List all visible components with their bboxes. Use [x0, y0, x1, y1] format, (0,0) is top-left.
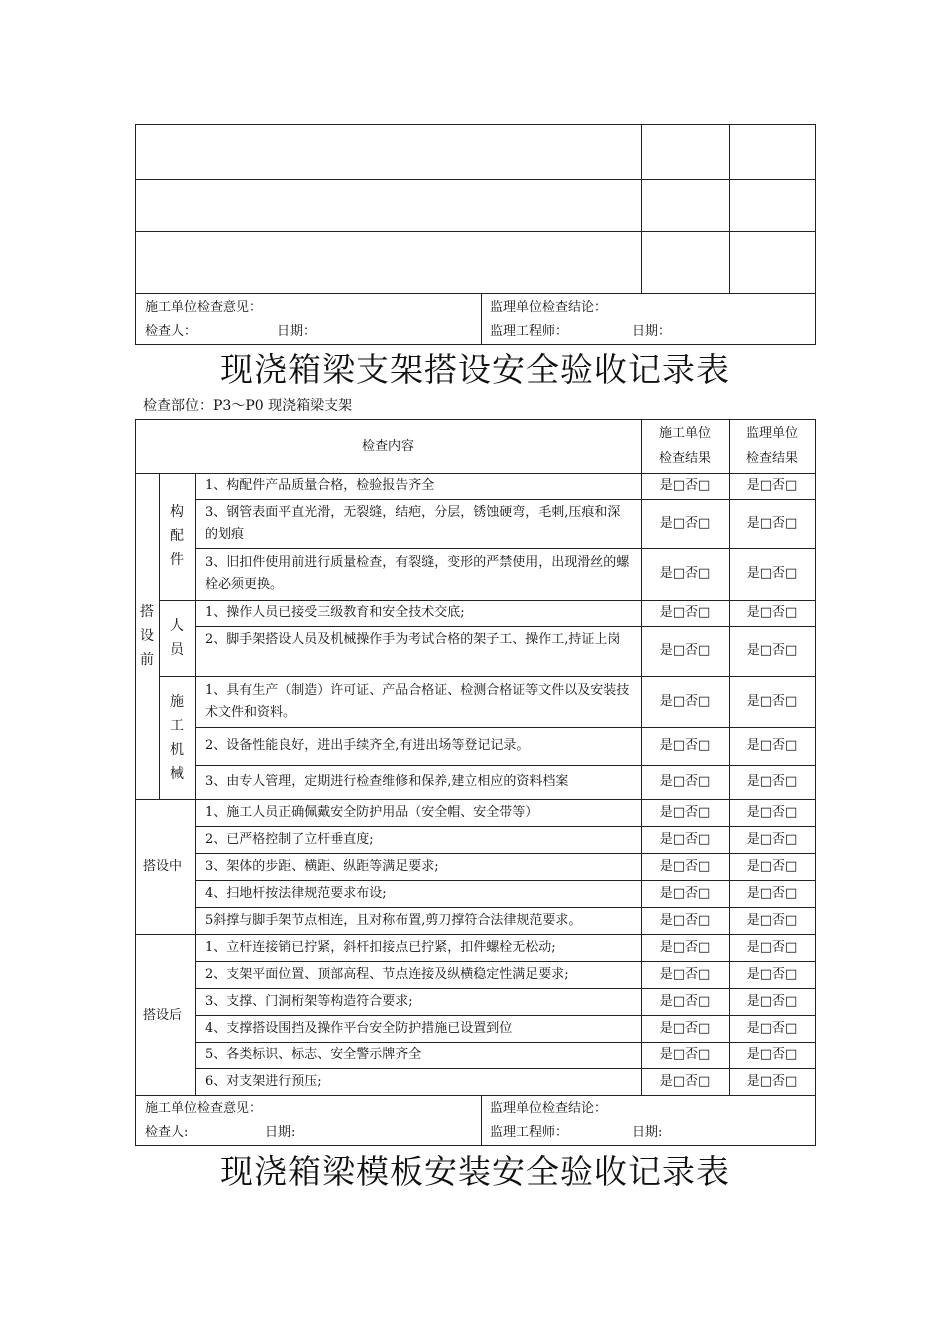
group-personnel [167, 614, 187, 662]
row-item-text: 1、立杆连接销已拧紧，斜杆扣接点已拧紧，扣件螺栓无松动; [205, 939, 556, 955]
contractor-result-checkbox[interactable]: 是□否□ [659, 939, 711, 955]
supervisor-result-checkbox[interactable]: 是□否□ [746, 831, 798, 847]
row-item-text: 3、架体的步距、横距、纵距等满足要求; [205, 858, 439, 874]
stage-after: 搭设后 [143, 1008, 183, 1023]
supervisor-result-checkbox[interactable]: 是□否□ [746, 912, 798, 928]
row-item-text: 1、施工人员正确佩戴安全防护用品（安全帽、安全带等） [205, 804, 539, 820]
header-content: 检查内容 [361, 439, 414, 454]
supervisor-result-checkbox[interactable]: 是□否□ [746, 643, 798, 658]
contractor-result-checkbox[interactable]: 是□否□ [659, 566, 711, 581]
top-supervisor-engineer-label: 监理工程师： [490, 324, 569, 339]
contractor-result-checkbox[interactable]: 是□否□ [659, 1073, 711, 1089]
row-item-text: 5斜撑与脚手架节点相连，且对称布置,剪刀撑符合法律规范要求。 [205, 912, 582, 928]
row-item-text: 2、支架平面位置、顶部高程、节点连接及纵横稳定性满足要求; [205, 966, 569, 982]
row-item-text: 5、各类标识、标志、安全警示牌齐全 [205, 1047, 422, 1062]
contractor-result-checkbox[interactable]: 是□否□ [659, 966, 711, 982]
row-item-text: 3、旧扣件使用前进行质量检查，有裂缝，变形的严禁使用，出现滑丝的螺栓必须更换。 [205, 555, 630, 592]
contractor-result-checkbox[interactable]: 是□否□ [659, 1047, 711, 1062]
bottom-contractor-opinion-label: 施工单位检查意见： [145, 1101, 263, 1116]
header-supervisor-l2: 检查结果 [745, 451, 798, 466]
header-supervisor-l1: 监理单位 [745, 426, 798, 441]
supervisor-result-checkbox[interactable]: 是□否□ [746, 515, 798, 531]
row-item-text: 3、支撑、门洞桁架等构造符合要求; [205, 993, 413, 1009]
contractor-result-checkbox[interactable]: 是□否□ [659, 993, 711, 1009]
bottom-supervisor-engineer-label: 监理工程师： [490, 1125, 569, 1140]
contractor-result-checkbox[interactable]: 是□否□ [659, 643, 711, 658]
row-item-text: 3、钢管表面平直光滑，无裂缝，结疤，分层，锈蚀硬弯，毛刺,压痕和深的划痕 [205, 504, 621, 542]
contractor-result-checkbox[interactable]: 是□否□ [659, 885, 711, 901]
row-item-text: 6、对支架进行预压; [205, 1073, 322, 1089]
group-machinery-text: 施工机械 [170, 694, 184, 782]
top-supervisor-date-label: 日期： [632, 324, 672, 339]
row-item-text: 3、由专人管理，定期进行检查维修和保养,建立相应的资料档案 [205, 774, 569, 789]
stage-before [137, 600, 157, 672]
header-contractor-l2: 检查结果 [658, 451, 711, 466]
supervisor-result-checkbox[interactable]: 是□否□ [746, 885, 798, 901]
contractor-result-checkbox[interactable]: 是□否□ [659, 774, 711, 789]
top-date-label: 日期： [277, 324, 317, 339]
contractor-result-checkbox[interactable]: 是□否□ [659, 515, 711, 531]
supervisor-result-checkbox[interactable]: 是□否□ [746, 605, 798, 620]
supervisor-result-checkbox[interactable]: 是□否□ [746, 1020, 798, 1036]
supervisor-result-checkbox[interactable]: 是□否□ [746, 738, 798, 753]
bottom-supervisor-conclusion-label: 监理单位检查结论： [490, 1101, 608, 1116]
row-item-text: 2、脚手架搭设人员及机械操作手为考试合格的架子工、操作工,持证上岗 [205, 632, 621, 647]
group-machinery [167, 690, 187, 786]
header-contractor-l1: 施工单位 [658, 426, 711, 441]
supervisor-result-checkbox[interactable]: 是□否□ [746, 804, 798, 820]
supervisor-result-checkbox[interactable]: 是□否□ [746, 693, 798, 709]
top-contractor-opinion-label: 施工单位检查意见： [145, 300, 263, 315]
contractor-result-checkbox[interactable]: 是□否□ [659, 693, 711, 709]
supervisor-result-checkbox[interactable]: 是□否□ [746, 774, 798, 789]
page-title: 现浇箱梁支架搭设安全验收记录表 [220, 350, 730, 389]
contractor-result-checkbox[interactable]: 是□否□ [659, 1020, 711, 1036]
contractor-result-checkbox[interactable]: 是□否□ [659, 738, 711, 753]
row-item-text: 4、扫地杆按法律规范要求布设; [205, 885, 387, 901]
row-item-text: 4、支撑搭设围挡及操作平台安全防护措施已设置到位 [205, 1020, 513, 1036]
contractor-result-checkbox[interactable]: 是□否□ [659, 804, 711, 820]
bottom-date-label: 日期: [265, 1125, 296, 1140]
supervisor-result-checkbox[interactable]: 是□否□ [746, 993, 798, 1009]
stage-before-text: 搭设前 [140, 604, 154, 668]
supervisor-result-checkbox[interactable]: 是□否□ [746, 939, 798, 955]
group-components [167, 500, 187, 572]
group-personnel-text: 人员 [170, 618, 184, 658]
supervisor-result-checkbox[interactable]: 是□否□ [746, 1073, 798, 1089]
supervisor-result-checkbox[interactable]: 是□否□ [746, 966, 798, 982]
supervisor-result-checkbox[interactable]: 是□否□ [746, 858, 798, 874]
contractor-result-checkbox[interactable]: 是□否□ [659, 858, 711, 874]
group-components-text: 构配件 [170, 504, 184, 568]
top-inspector-label: 检查人： [145, 324, 198, 339]
row-item-text: 1、操作人员已接受三级教育和安全技术交底; [205, 605, 465, 620]
contractor-result-checkbox[interactable]: 是□否□ [659, 605, 711, 620]
contractor-result-checkbox[interactable]: 是□否□ [659, 831, 711, 847]
row-item-text: 2、设备性能良好，进出手续齐全,有进出场等登记记录。 [205, 738, 530, 753]
next-title: 现浇箱梁模板安装安全验收记录表 [220, 1152, 730, 1191]
row-item-text: 2、已严格控制了立杆垂直度; [205, 831, 374, 847]
supervisor-result-checkbox[interactable]: 是□否□ [746, 478, 798, 493]
supervisor-result-checkbox[interactable]: 是□否□ [746, 566, 798, 581]
row-item-text: 1、构配件产品质量合格，检验报告齐全 [205, 478, 435, 493]
stage-during: 搭设中 [143, 859, 183, 874]
contractor-result-checkbox[interactable]: 是□否□ [659, 478, 711, 493]
contractor-result-checkbox[interactable]: 是□否□ [659, 912, 711, 928]
top-supervisor-conclusion-label: 监理单位检查结论： [490, 300, 608, 315]
inspection-part: 检查部位：P3～P0 现浇箱梁支架 [143, 398, 353, 414]
supervisor-result-checkbox[interactable]: 是□否□ [746, 1047, 798, 1062]
row-item-text: 1、具有生产（制造）许可证、产品合格证、检测合格证等文件以及安装技术文件和资料。 [205, 682, 630, 720]
bottom-supervisor-date-label: 日期: [632, 1125, 663, 1140]
bottom-inspector-label: 检查人: [145, 1125, 189, 1140]
